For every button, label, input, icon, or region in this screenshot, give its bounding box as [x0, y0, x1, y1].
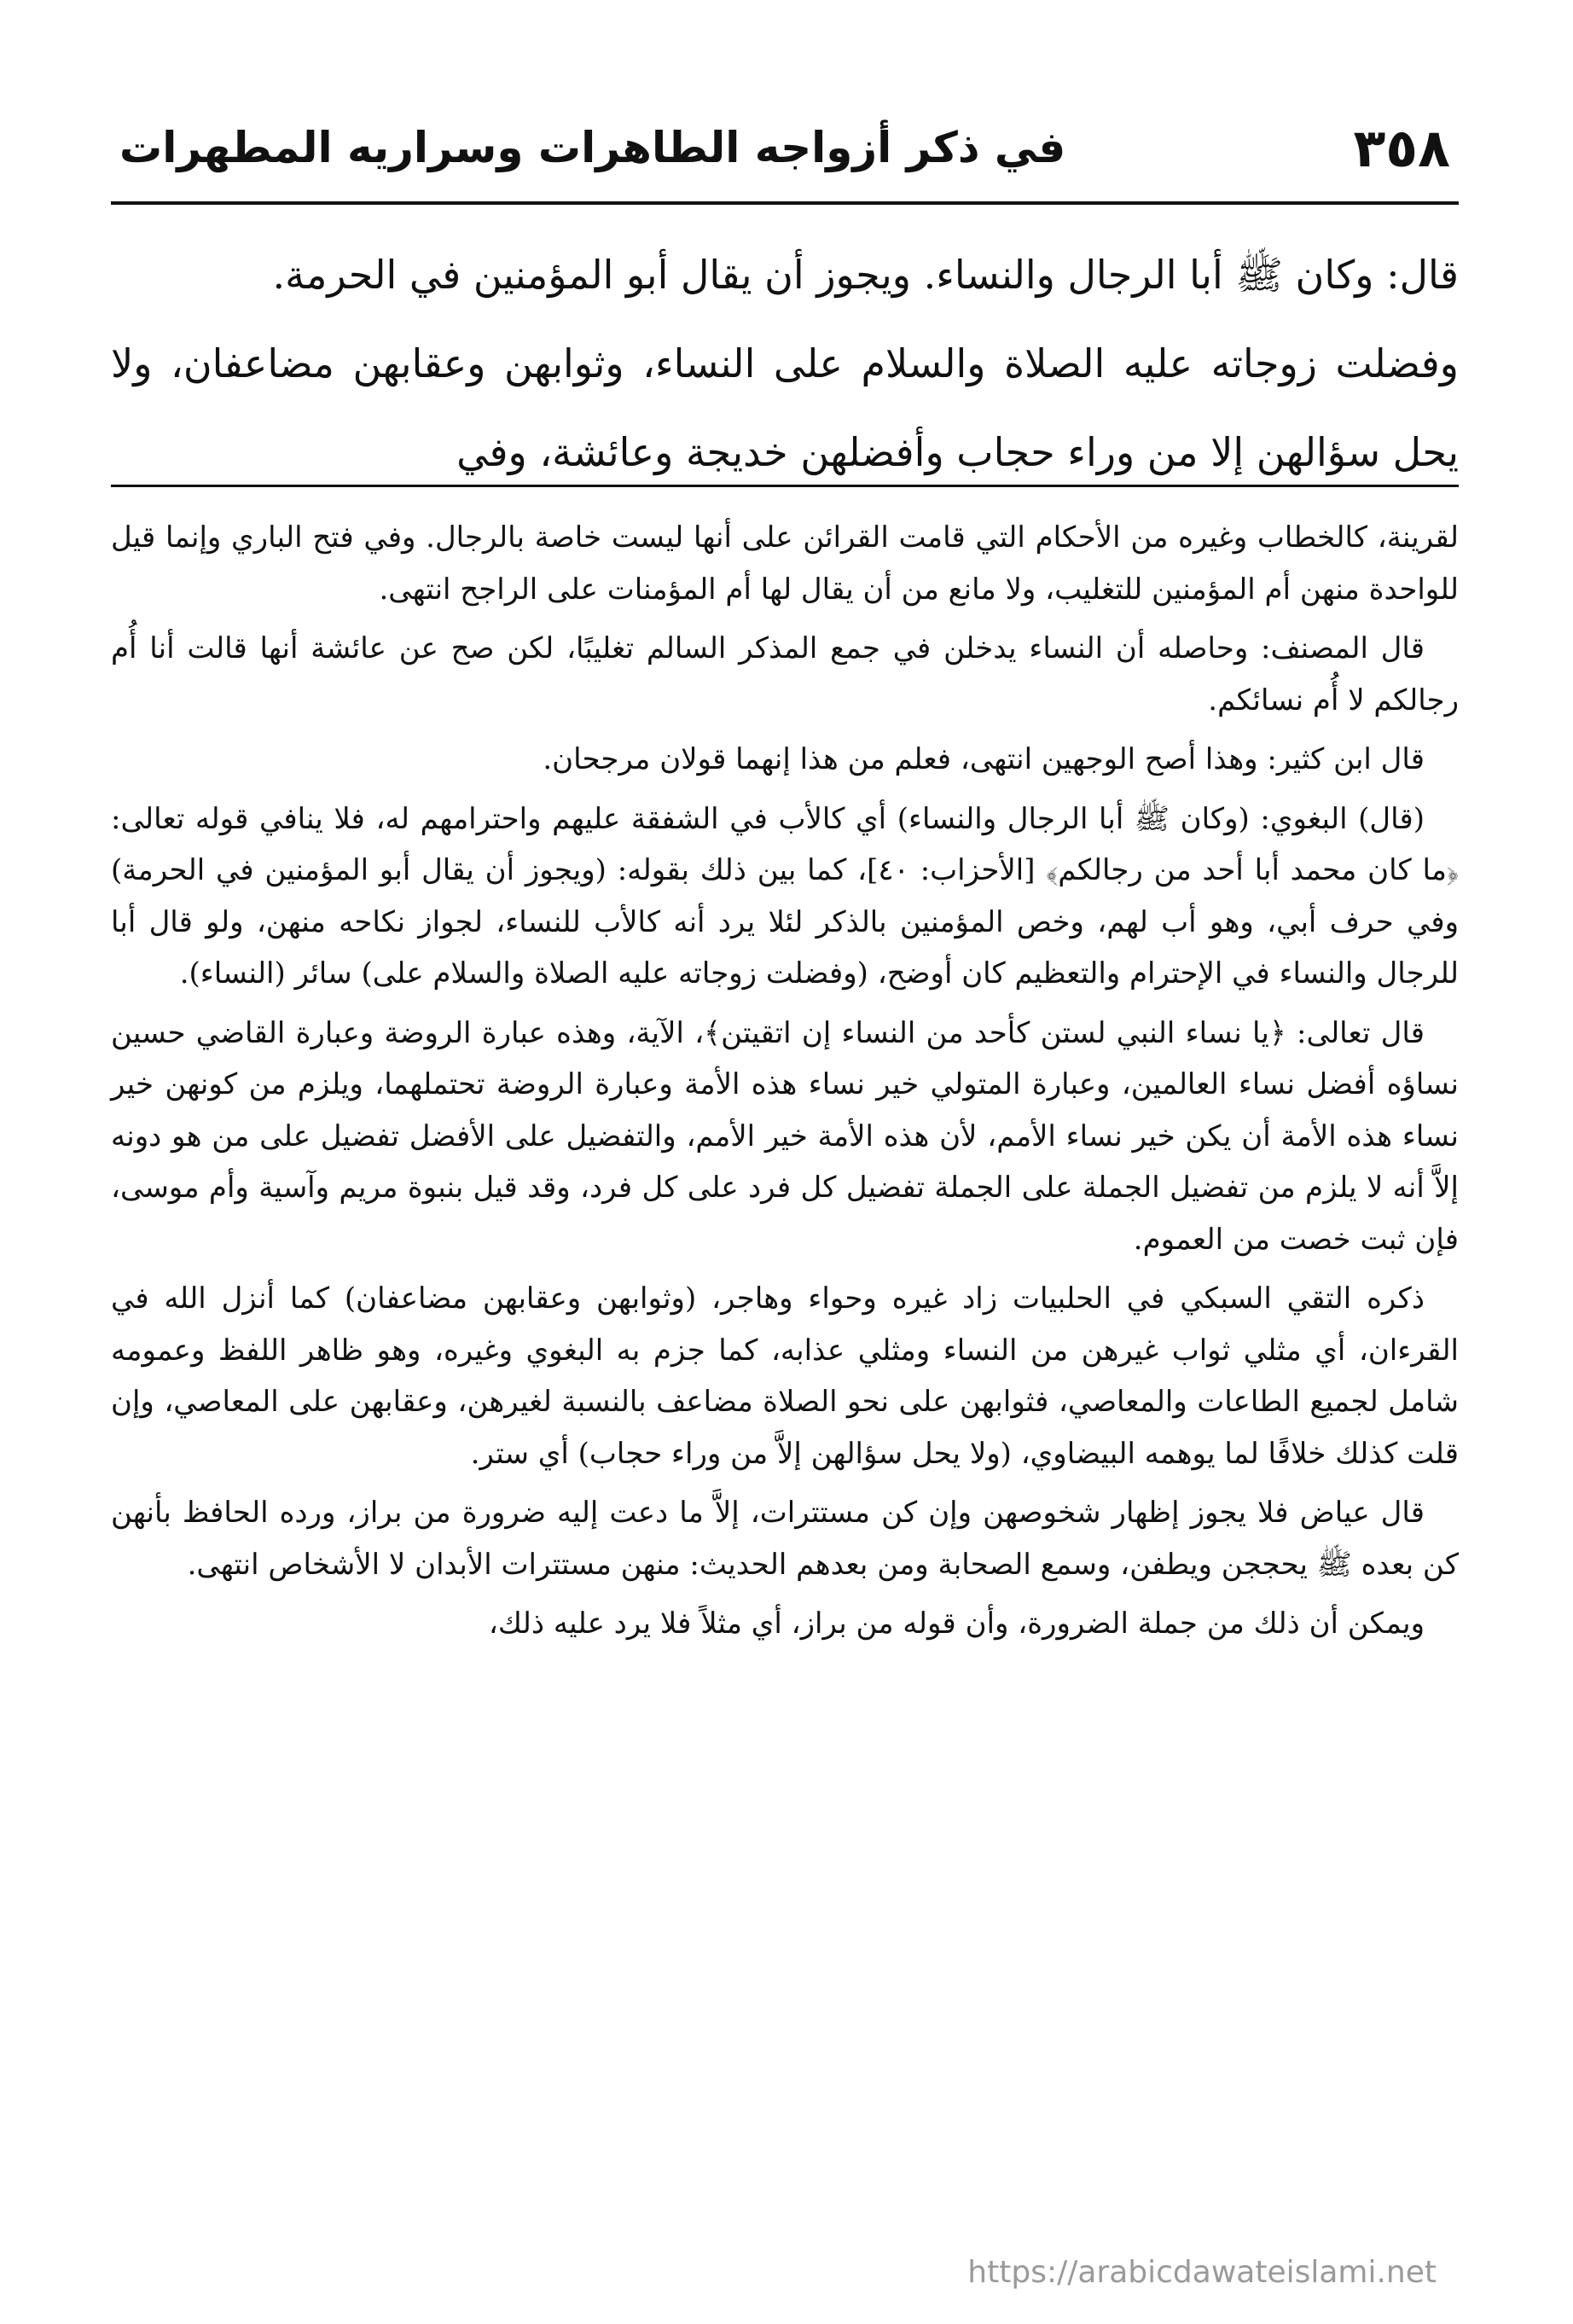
commentary-paragraph: ذكره التقي السبكي في الحلبيات زاد غيره وحواء وهاجر، (وثوابهن وعقابهن مضاعفان) كما أنزل الله في القرءان، أي مثلي ثواب غيرهن من النساء ومثلي عذابه، كما جزم به البغوي وغيره، وهو ظاهر اللفظ وعمومه شامل لجميع الطاعات والمعاصي، فثوابهن على نحو الصلاة مضاعف بالنسبة لغيرهن، وعقابهن على المعاصي، وإن قلت كذلك خلافًا لما يوهمه البيضاوي، (ولا يحل سؤالهن إلاَّ من وراء حجاب) أي ستر. [111, 1281, 1459, 1471]
matn-line: وفضلت زوجاته عليه الصلاة والسلام على النساء، وثوابهن وعقابهن مضاعفان، ولا يحل سؤالهن إلا من وراء حجاب وأفضلهن خديجة وعائشة، وفي [111, 340, 1459, 475]
commentary-paragraph: قال ابن كثير: وهذا أصح الوجهين انتهى، فعلم من هذا إنهما قولان مرجحان. [543, 742, 1425, 776]
commentary-paragraph: ويمكن أن ذلك من جملة الضرورة، وأن قوله من براز، أي مثلاً فلا يرد عليه ذلك، [488, 1606, 1425, 1641]
commentary-paragraph: قال تعالى: ﴿يا نساء النبي لستن كأحد من النساء إن اتقيتن﴾، الآية، وهذه عبارة الروضة وعبارة القاضي حسين نساؤه أفضل نساء العالمين، وعبارة المتولي خير نساء هذه الأمة وعبارة الروضة تحتملهما، ويلزم من كونهن خير نساء هذه الأمة أن يكن خير نساء الأمم، لأن هذه الأمة خير الأمم، والتفضيل على الأفضل تفضيل على من هو دونه إلاَّ أنه لا يلزم من تفضيل الجملة على الجملة تفضيل كل فرد على كل فرد، وقد قيل بنبوة مريم وآسية وأم موسى، فإن ثبت خصت من العموم. [111, 1015, 1459, 1257]
matn-text [111, 230, 1459, 497]
header-rule [111, 201, 1459, 205]
commentary-paragraph: قال عياض فلا يجوز إظهار شخوصهن وإن كن مستترات، إلاَّ ما دعت إليه ضرورة من براز، ورده الحافظ بأنهن كن بعده ﷺ يحججن ويطفن، وسمع الصحابة ومن بعدهم الحديث: منهن مستترات الأبدان لا الأشخاص انتهى. [111, 1496, 1459, 1582]
watermark-url: https://arabicdawateislami.net [967, 2255, 1437, 2290]
page-number: ٣٥٨ [1353, 116, 1450, 179]
running-title: في ذكر أزواجه الطاهرات وسراريه المطهرات [119, 123, 1066, 172]
commentary-text [111, 512, 1459, 1658]
matn-separator [111, 485, 1459, 487]
commentary-paragraph: لقرينة، كالخطاب وغيره من الأحكام التي قامت القرائن على أنها ليست خاصة بالرجال. وفي فتح الباري وإنما قيل للواحدة منهن أم المؤمنين للتغليب، ولا مانع من أن يقال لها أم المؤمنات على الراجح انتهى. [111, 520, 1459, 607]
commentary-paragraph: قال المصنف: وحاصله أن النساء يدخلن في جمع المذكر السالم تغليبًا، لكن صح عن عائشة أنها قالت أنا أُم رجالكم لا أُم نسائكم. [111, 631, 1459, 718]
page-header [119, 101, 1450, 195]
matn-line: قال: وكان ﷺ أبا الرجال والنساء. ويجوز أن يقال أبو المؤمنين في الحرمة. [272, 252, 1459, 298]
commentary-paragraph: (قال) البغوي: (وكان ﷺ أبا الرجال والنساء) أي كالأب في الشفقة عليهم واحترامهم له، فلا ينافي قوله تعالى: ﴿ما كان محمد أبا أحد من رجالكم﴾ [الأحزاب: ٤٠]، كما بين ذلك بقوله: (ويجوز أن يقال أبو المؤمنين في الحرمة) وفي حرف أبي، وهو أب لهم، وخص المؤمنين بالذكر لئلا يرد أنه كالأب للنساء، لجواز نكاحه منهن، ولو قال أبا للرجال والنساء في الإحترام والتعظيم كان أوضح، (وفضلت زوجاته عليه الصلاة والسلام على) سائر (النساء). [111, 801, 1460, 991]
